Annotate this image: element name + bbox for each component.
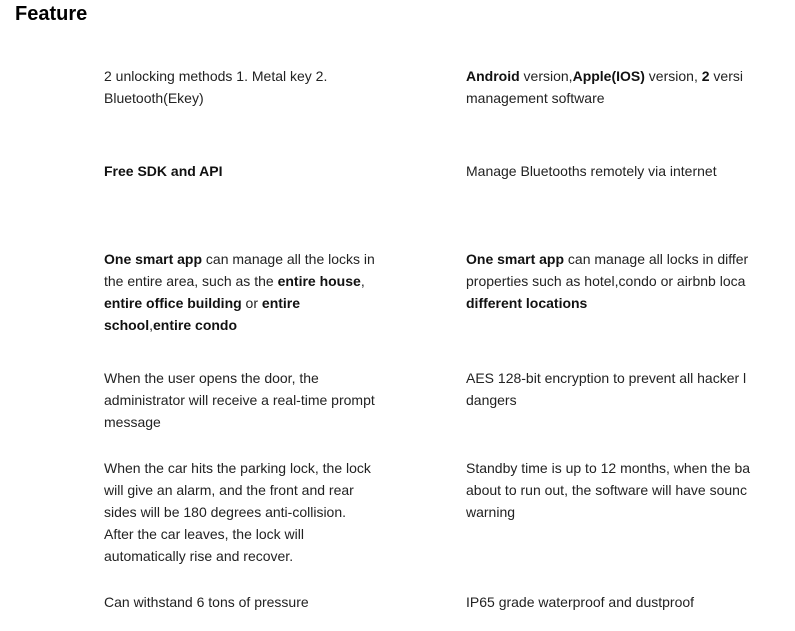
feature-app-versions xyxy=(466,65,758,109)
feature-text-line: automatically rise and recover. xyxy=(104,548,294,564)
feature-heading: Feature xyxy=(15,3,88,25)
feature-text-line: management software xyxy=(466,90,605,106)
feature-text-line: Can withstand 6 tons of pressure xyxy=(104,594,309,610)
feature-aes-encryption xyxy=(466,367,758,411)
bold-text: entire office building xyxy=(104,295,242,311)
feature-free-sdk xyxy=(104,160,404,182)
bold-text: 2 xyxy=(701,68,710,84)
feature-text-line: message xyxy=(104,414,161,430)
feature-text-line xyxy=(466,248,758,270)
feature-text-line xyxy=(104,314,404,336)
bold-text: entire xyxy=(261,295,301,311)
feature-realtime-prompt xyxy=(104,367,404,433)
feature-text-line: When the user opens the door, the xyxy=(104,370,319,386)
feature-text-line xyxy=(104,270,404,292)
plain-text: or xyxy=(241,295,262,311)
feature-text-line: Bluetooth(Ekey) xyxy=(104,90,204,106)
feature-text-line xyxy=(104,292,404,314)
bold-text: entire house xyxy=(277,273,361,289)
bold-text: Free SDK and API xyxy=(104,163,223,179)
feature-text-line: AES 128-bit encryption to prevent all hacker l xyxy=(466,370,747,386)
feature-unlocking-methods xyxy=(104,65,404,109)
feature-text-line: After the car leaves, the lock will xyxy=(104,526,304,542)
feature-text-line: Standby time is up to 12 months, when the ba xyxy=(466,460,751,476)
feature-text-line: about to run out, the software will have sounc xyxy=(466,482,747,498)
plain-text: can manage all the locks in xyxy=(202,251,375,267)
plain-text: , xyxy=(149,317,154,333)
feature-text-line: will give an alarm, and the front and rear xyxy=(104,482,354,498)
plain-text: the entire area, such as the xyxy=(104,273,278,289)
feature-remote-management xyxy=(466,160,758,182)
feature-text-line: 2 unlocking methods 1. Metal key 2. xyxy=(104,68,328,84)
feature-text-line: IP65 grade waterproof and dustproof xyxy=(466,594,695,610)
bold-text: Android xyxy=(466,68,520,84)
feature-standby-time xyxy=(466,457,758,523)
bold-text: different locations xyxy=(466,295,588,311)
feature-text-line: administrator will receive a real-time prompt xyxy=(104,392,375,408)
feature-smart-app-area xyxy=(104,248,404,336)
feature-parking-alarm xyxy=(104,457,404,567)
bold-text: entire condo xyxy=(153,317,238,333)
feature-text-line: properties such as hotel,condo or airbnb loca xyxy=(466,273,746,289)
feature-text-line: dangers xyxy=(466,392,517,408)
feature-text-line: Manage Bluetooths remotely via internet xyxy=(466,163,717,179)
feature-pressure xyxy=(104,591,404,613)
feature-text-line xyxy=(104,248,404,270)
feature-text-line xyxy=(466,65,758,87)
plain-text: can manage all locks in differ xyxy=(564,251,749,267)
feature-smart-app-properties xyxy=(466,248,758,314)
feature-text-line: sides will be 180 degrees anti-collision. xyxy=(104,504,347,520)
feature-text-line xyxy=(466,292,758,314)
feature-text-line xyxy=(104,160,404,182)
feature-text-line: When the car hits the parking lock, the lock xyxy=(104,460,371,476)
plain-text: versi xyxy=(709,68,743,84)
bold-text: One smart app xyxy=(466,251,565,267)
plain-text: version, xyxy=(644,68,702,84)
plain-text: , xyxy=(360,273,365,289)
bold-text: Apple(IOS) xyxy=(572,68,645,84)
feature-waterproof xyxy=(466,591,758,613)
bold-text: school xyxy=(104,317,150,333)
plain-text: version, xyxy=(519,68,573,84)
bold-text: One smart app xyxy=(104,251,203,267)
feature-text-line: warning xyxy=(466,504,516,520)
